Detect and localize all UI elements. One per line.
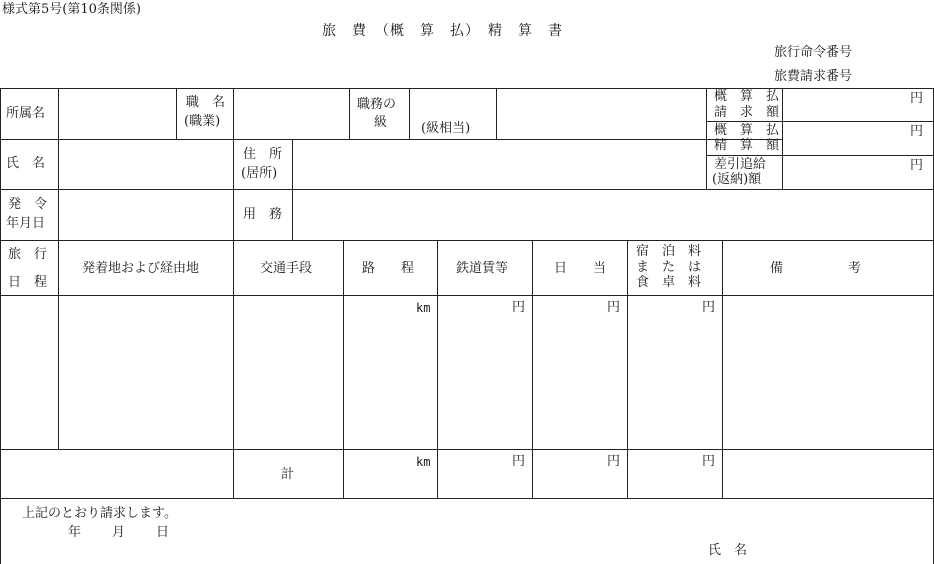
date-day-label: 日 [156, 525, 170, 540]
grade-equivalent-label: (級相当) [421, 121, 471, 136]
residence-label: (居所) [241, 166, 278, 181]
name-field[interactable] [58, 140, 233, 189]
daily-allowance-column-header: 日 当 [554, 261, 607, 276]
distance-field[interactable] [344, 318, 437, 449]
request-statement: 上記のとおり請求します。 [22, 506, 177, 521]
total-fare-unit: 円 [512, 454, 526, 469]
address-field[interactable] [293, 140, 706, 189]
department-label: 所属名 [6, 106, 46, 121]
position-label: 職 名 [186, 95, 226, 110]
address-label: 住 所 [243, 147, 283, 162]
advance-settlement-amount[interactable] [783, 122, 907, 155]
fare-column-header: 鉄道賃等 [456, 261, 509, 276]
fare-field[interactable] [438, 318, 532, 449]
advance-claim-label-2: 請 求 額 [714, 105, 780, 120]
balance-label: 差引追給 [714, 157, 767, 172]
total-label: 計 [281, 467, 295, 482]
total-daily-unit: 円 [607, 454, 621, 469]
distance-unit: km [416, 301, 431, 315]
advance-settlement-label: 概 算 払 [714, 123, 780, 138]
lodging-field[interactable] [628, 318, 722, 449]
total-fare-field[interactable] [438, 470, 532, 498]
claim-number-label: 旅費請求番号 [774, 69, 853, 84]
total-remarks-field[interactable] [723, 450, 933, 498]
grade-field[interactable] [497, 89, 706, 139]
transport-column-header: 交通手段 [260, 261, 313, 276]
daily-allowance-field[interactable] [533, 318, 627, 449]
business-field[interactable] [293, 190, 933, 240]
issue-label: 発 令 [8, 197, 48, 212]
meal-column-header: 食 卓 料 [636, 275, 702, 290]
total-daily-field[interactable] [533, 470, 627, 498]
remarks-field[interactable] [723, 296, 933, 449]
schedule-label: 日 程 [8, 275, 48, 290]
advance-settlement-unit: 円 [910, 124, 924, 139]
signature-name-label: 氏 名 [708, 543, 748, 558]
balance-amount[interactable] [783, 156, 907, 189]
department-field[interactable] [58, 89, 176, 139]
total-distance-unit: km [416, 455, 431, 469]
transport-field[interactable] [234, 296, 343, 449]
occupation-label: (職業) [184, 114, 221, 129]
advance-claim-unit: 円 [910, 91, 924, 106]
lodging-column-header: 宿 泊 料 [636, 244, 702, 259]
business-label: 用 務 [243, 207, 283, 222]
travel-order-number-label: 旅行命令番号 [774, 45, 853, 60]
issue-date-field[interactable] [58, 190, 233, 240]
total-distance-field[interactable] [344, 470, 437, 498]
issue-date-label: 年月日 [6, 216, 46, 231]
route-column-header: 発着地および経由地 [82, 261, 200, 276]
lodging-or-label: ま た は [636, 260, 702, 275]
grade-label: 級 [374, 115, 388, 130]
balance-label-2: (返納)額 [712, 172, 762, 187]
advance-settlement-label-2: 精 算 額 [714, 138, 780, 153]
form-number: 様式第5号(第10条関係) [2, 2, 141, 17]
remarks-column-header: 備 考 [770, 261, 862, 276]
advance-claim-label: 概 算 払 [714, 89, 780, 104]
schedule-date-field[interactable] [1, 296, 58, 449]
advance-claim-amount[interactable] [783, 89, 907, 121]
route-field[interactable] [59, 296, 233, 449]
travel-label: 旅 行 [8, 247, 48, 262]
lodging-unit: 円 [702, 300, 716, 315]
signature-name-field[interactable] [760, 538, 930, 562]
balance-unit: 円 [910, 158, 924, 173]
job-grade-label: 職務の [357, 97, 397, 112]
date-year-label: 年 [68, 525, 82, 540]
daily-allowance-unit: 円 [607, 300, 621, 315]
page-title: 旅 費 （概 算 払） 精 算 書 [322, 23, 563, 39]
distance-column-header: 路 程 [362, 261, 415, 276]
name-label: 氏 名 [6, 156, 46, 171]
total-lodging-unit: 円 [702, 454, 716, 469]
position-field[interactable] [234, 89, 349, 139]
total-lodging-field[interactable] [628, 470, 722, 498]
fare-unit: 円 [512, 300, 526, 315]
date-month-label: 月 [112, 525, 126, 540]
